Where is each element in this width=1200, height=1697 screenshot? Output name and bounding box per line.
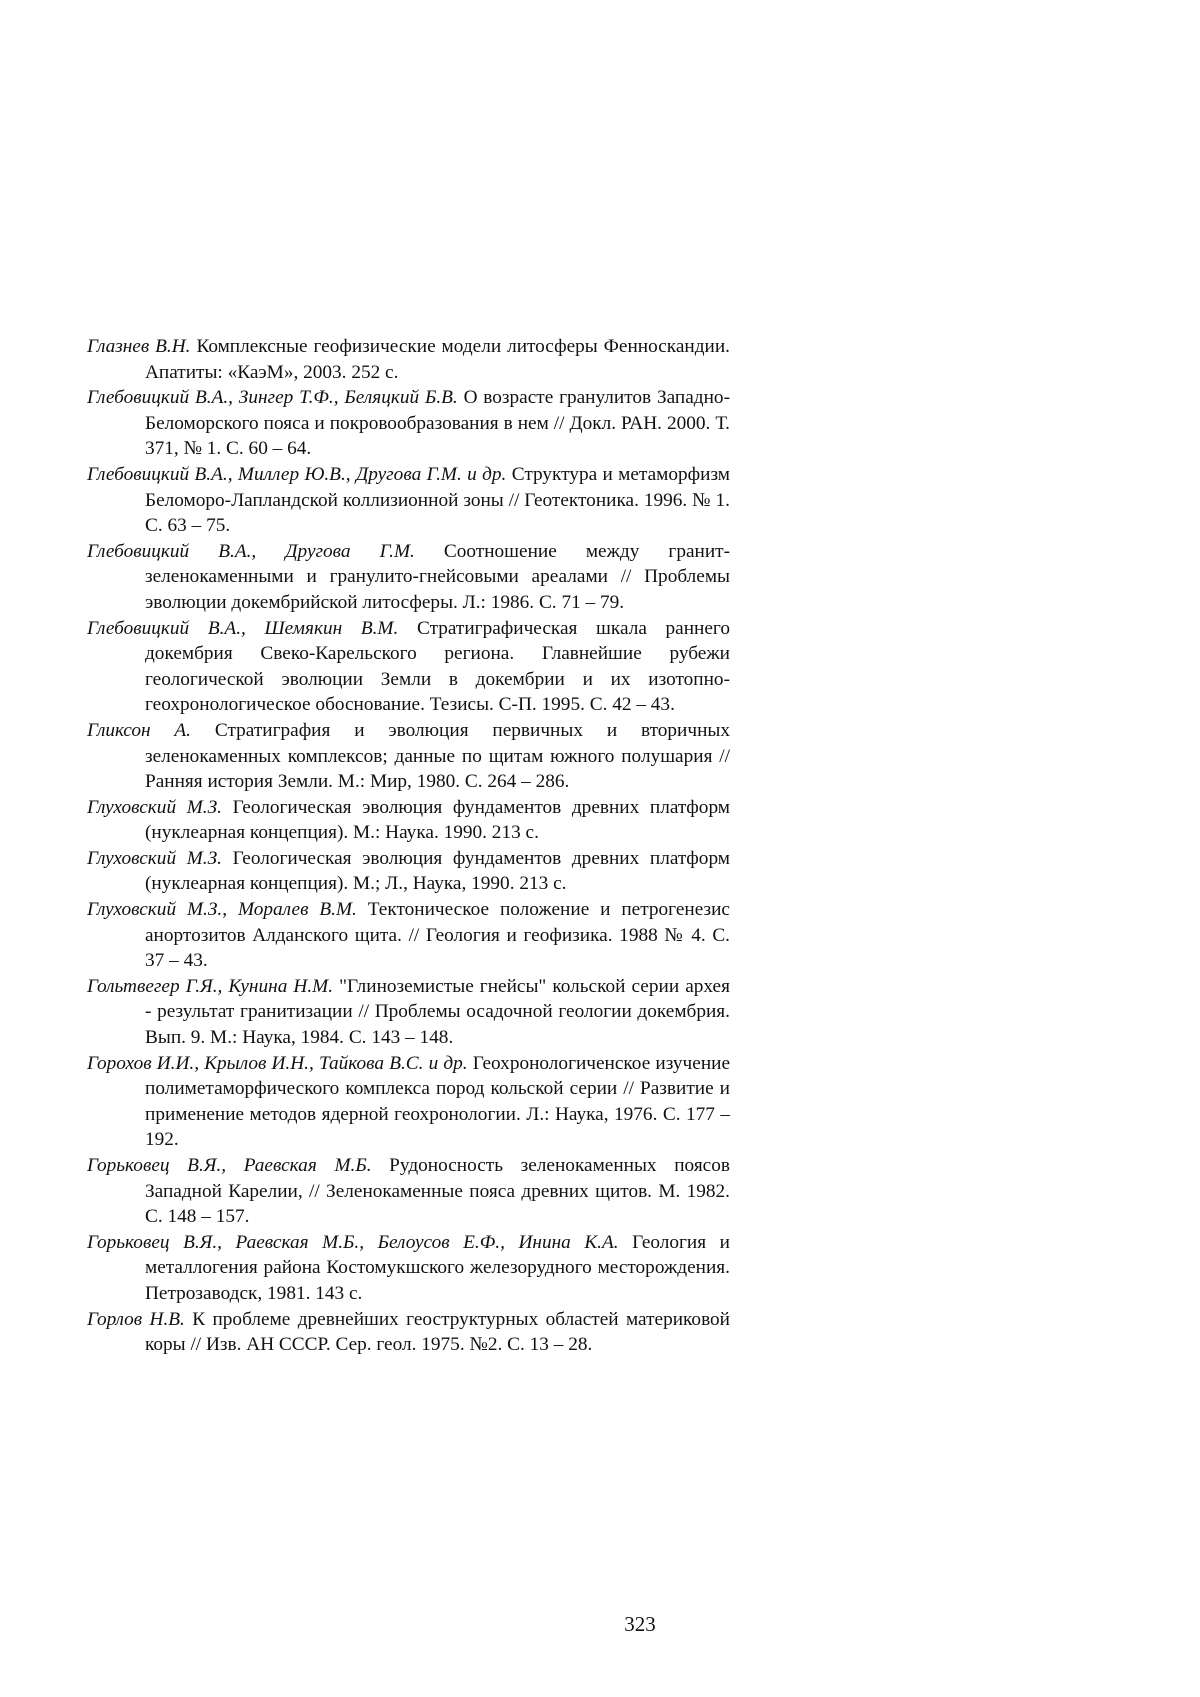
reference-item: [87, 1051, 730, 1153]
reference-authors: Гольтвегер Г.Я., Кунина Н.М.: [87, 975, 334, 997]
reference-text: Стратиграфия и эволюция первичных и вторичных зеленокаменных комплексов; данные по щитам южного полушария // Ранняя история Земли. М.: Мир, 1980. С. 264 – 286.: [145, 719, 730, 793]
reference-item: [87, 1307, 730, 1358]
reference-item: [87, 795, 730, 846]
reference-text: Тектоническое положение и петрогенезис анортозитов Алданского щита. // Геология и геофизика. 1988 № 4. С. 37 – 43.: [145, 899, 730, 972]
reference-item: [87, 385, 730, 462]
reference-item: [87, 974, 730, 1051]
reference-text: Геологическая эволюция фундаментов древних платформ (нуклеарная концепция). М.: Наука. 1990. 213 с.: [145, 796, 730, 844]
reference-authors: Горохов И.И., Крылов И.Н., Тайкова В.С. и др.: [87, 1052, 468, 1074]
reference-authors: Глазнев В.Н.: [87, 336, 191, 357]
reference-authors: Глебовицкий В.А., Зингер Т.Ф., Беляцкий Б.В.: [87, 387, 458, 409]
reference-item: [87, 718, 730, 795]
reference-text: К проблеме древнейших геоструктурных областей материковой коры // Изв. АН СССР. Сер. геол. 1975. №2. С. 13 – 28.: [145, 1308, 730, 1356]
reference-text: "Глиноземистые гнейсы" кольской серии архея - результат гранитизации // Проблемы осадочной геологии докембрия. Вып. 9. М.: Наука, 1984. С. 143 – 148.: [145, 975, 730, 1049]
reference-authors: Глебовицкий В.А., Другова Г.М.: [87, 540, 415, 562]
reference-text: Геология и металлогения района Костомукшского железорудного месторождения. Петрозаводск, 1981. 143 с.: [145, 1231, 730, 1304]
reference-item: [87, 1230, 730, 1307]
reference-item: [87, 462, 730, 539]
reference-text: Комплексные геофизические модели литосферы Фенноскандии. Апатиты: «КаэМ», 2003. 252 с.: [145, 336, 730, 383]
reference-authors: Глебовицкий В.А., Миллер Ю.В., Другова Г.М. и др.: [87, 463, 507, 485]
reference-authors: Глуховский М.З.: [87, 847, 222, 869]
reference-text: Стратиграфическая шкала раннего докембрия Свеко-Карельского региона. Главнейшие рубежи геологической эволюции Земли в докембрии и их изотопно-геохронологическое обоснование. Тезисы. С-П. 1995. С. 42 – 43.: [145, 617, 730, 716]
reference-item: [87, 334, 730, 385]
reference-item: [87, 897, 730, 974]
reference-text: Рудоносность зеленокаменных поясов Западной Карелии, // Зеленокаменные пояса древних щитов. М. 1982. С. 148 – 157.: [145, 1155, 730, 1228]
reference-text: О возрасте гранулитов Западно-Беломорского пояса и покровообразования в нем // Докл. РАН. 2000. Т. 371, № 1. С. 60 – 64.: [145, 387, 730, 460]
reference-item: [87, 1153, 730, 1230]
reference-authors: Глебовицкий В.А., Шемякин В.М.: [87, 617, 399, 639]
reference-text: Структура и метаморфизм Беломоро-Лапландской коллизионной зоны // Геотектоника. 1996. № 1. С. 63 – 75.: [145, 463, 730, 537]
reference-list: [87, 334, 730, 1358]
reference-item: [87, 616, 730, 718]
reference-authors: Горьковец В.Я., Раевская М.Б.: [87, 1155, 372, 1176]
reference-item: [87, 539, 730, 616]
page-number: 323: [624, 1612, 656, 1636]
reference-authors: Горлов Н.В.: [87, 1308, 185, 1330]
reference-text: Соотношение между гранит-зеленокаменными и гранулито-гнейсовыми ареалами // Проблемы эволюции докембрийской литосферы. Л.: 1986. С. 71 – 79.: [145, 540, 730, 613]
reference-text: Геохронологиченское изучение полиметаморфического комплекса пород кольской серии // Развитие и применение методов ядерной геохронологии. Л.: Наука, 1976. С. 177 – 192.: [145, 1052, 731, 1151]
reference-item: [87, 846, 730, 897]
reference-authors: Глуховский М.З.: [87, 796, 222, 818]
reference-authors: Горьковец В.Я., Раевская М.Б., Белоусов Е.Ф., Инина К.А.: [87, 1231, 619, 1253]
reference-authors: Гликсон А.: [87, 719, 192, 741]
reference-text: Геологическая эволюция фундаментов древних платформ (нуклеарная концепция). М.; Л., Наука, 1990. 213 с.: [145, 847, 730, 895]
reference-authors: Глуховский М.З., Моралев В.М.: [87, 899, 357, 921]
